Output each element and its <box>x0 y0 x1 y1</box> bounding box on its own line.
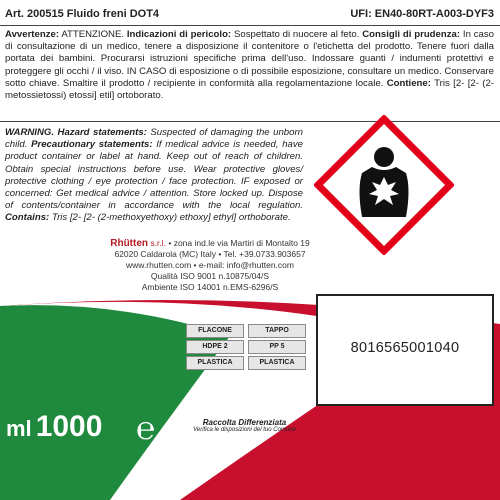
barcode-number: 8016565001040 <box>350 340 460 356</box>
prudenza-text: In caso di consultazione di un medico, tenere a disposizione il contenitore o l'etichetta del prodotto. Tenere fuori dalla portata dei bambini. Procurarsi istruzioni specifiche prima dell'uso. Indossare guanti / indumenti protettivi e proteggere gli occhi / il viso. IN CASO di esposizione o di possibile esposizione, consultare un medico. Conservare sotto chiave. Smaltire il prodotto / recipiente in conformità alla regolamentazione locale. <box>5 29 494 89</box>
hazard-text: Suspected of damaging the unborn child. <box>5 127 303 151</box>
material-cell: PLASTICA <box>248 356 306 370</box>
volume-unit: ml <box>6 416 32 441</box>
material-cell: TAPPO <box>248 324 306 338</box>
warning-label: WARNING. <box>5 127 55 138</box>
precaution-label: Precautionary statements: <box>31 139 153 151</box>
recycling-subtitle: Verifica le disposizioni del tuo Comune <box>193 427 296 433</box>
volume-amount: 1000 <box>35 410 103 443</box>
material-cap <box>248 324 306 372</box>
contains-text: Tris [2- [2- (2-methoxyethoxy) ethoxy] ethyl] orthoborate. <box>51 212 291 224</box>
manufacturer-address: • zona ind.le via Martiri di Montalto 19 <box>168 238 310 248</box>
italian-hazard-text <box>5 29 494 102</box>
volume-label <box>6 410 102 444</box>
recycling-title: Raccolta Differenziata <box>202 418 287 427</box>
material-cell: FLACONE <box>186 324 244 338</box>
barcode-box <box>316 294 494 406</box>
divider <box>0 25 500 26</box>
pericolo-label: Indicazioni di pericolo: <box>126 29 232 40</box>
hazard-label: Hazard statements: <box>57 127 147 138</box>
avvertenze-label: Avvertenze: <box>5 29 60 40</box>
contains-label: Contains: <box>5 212 50 224</box>
recycling-info <box>182 418 307 433</box>
ufi-code: UFI: EN40-80RT-A003-DYF3 <box>350 8 494 20</box>
contiene-text: Tris [2- [2- (2-metossietossi) etossi] etil] ortoborato. <box>5 77 494 102</box>
brand-logo: Rhütten <box>110 238 149 249</box>
brand-suffix: s.r.l. <box>150 238 166 248</box>
manufacturer-info <box>60 238 360 293</box>
prudenza-label: Consigli di prudenza: <box>362 29 461 40</box>
quality-cert: Qualità ISO 9001 n.10875/04/S <box>150 271 270 281</box>
ghs08-health-hazard-icon <box>314 115 454 255</box>
avvertenze-value: ATTENZIONE. <box>61 29 125 40</box>
material-cell: HDPE 2 <box>186 340 244 354</box>
material-bottle <box>186 324 244 372</box>
estimated-e-mark: ℮ <box>136 410 156 446</box>
precaution-text: If medical advice is needed, have product container or label at hand. Keep out of reach of children. Obtain special instructions before use. Wear protective gloves/ protective clothing / eye protection / face protection. IF exposed or concerned: Get medical advice / attention. Store locked up. Dispose of contents/container in accordance with the local regulation. <box>5 139 304 212</box>
label-header <box>0 8 500 22</box>
english-hazard-text <box>5 127 303 225</box>
pericolo-text: Sospettato di nuocere al feto. <box>233 29 360 40</box>
environment-cert: Ambiente ISO 14001 n.EMS-6296/S <box>141 282 279 292</box>
material-cell: PP 5 <box>248 340 306 354</box>
material-cell: PLASTICA <box>186 356 244 370</box>
manufacturer-web: www.rhutten.com • e-mail: info@rhutten.com <box>126 260 294 270</box>
article-title: Art. 200515 Fluido freni DOT4 <box>5 8 160 20</box>
contiene-label: Contiene: <box>386 77 431 89</box>
manufacturer-city: 62020 Caldarola (MC) Italy • Tel. +39.0733.903657 <box>114 249 306 259</box>
